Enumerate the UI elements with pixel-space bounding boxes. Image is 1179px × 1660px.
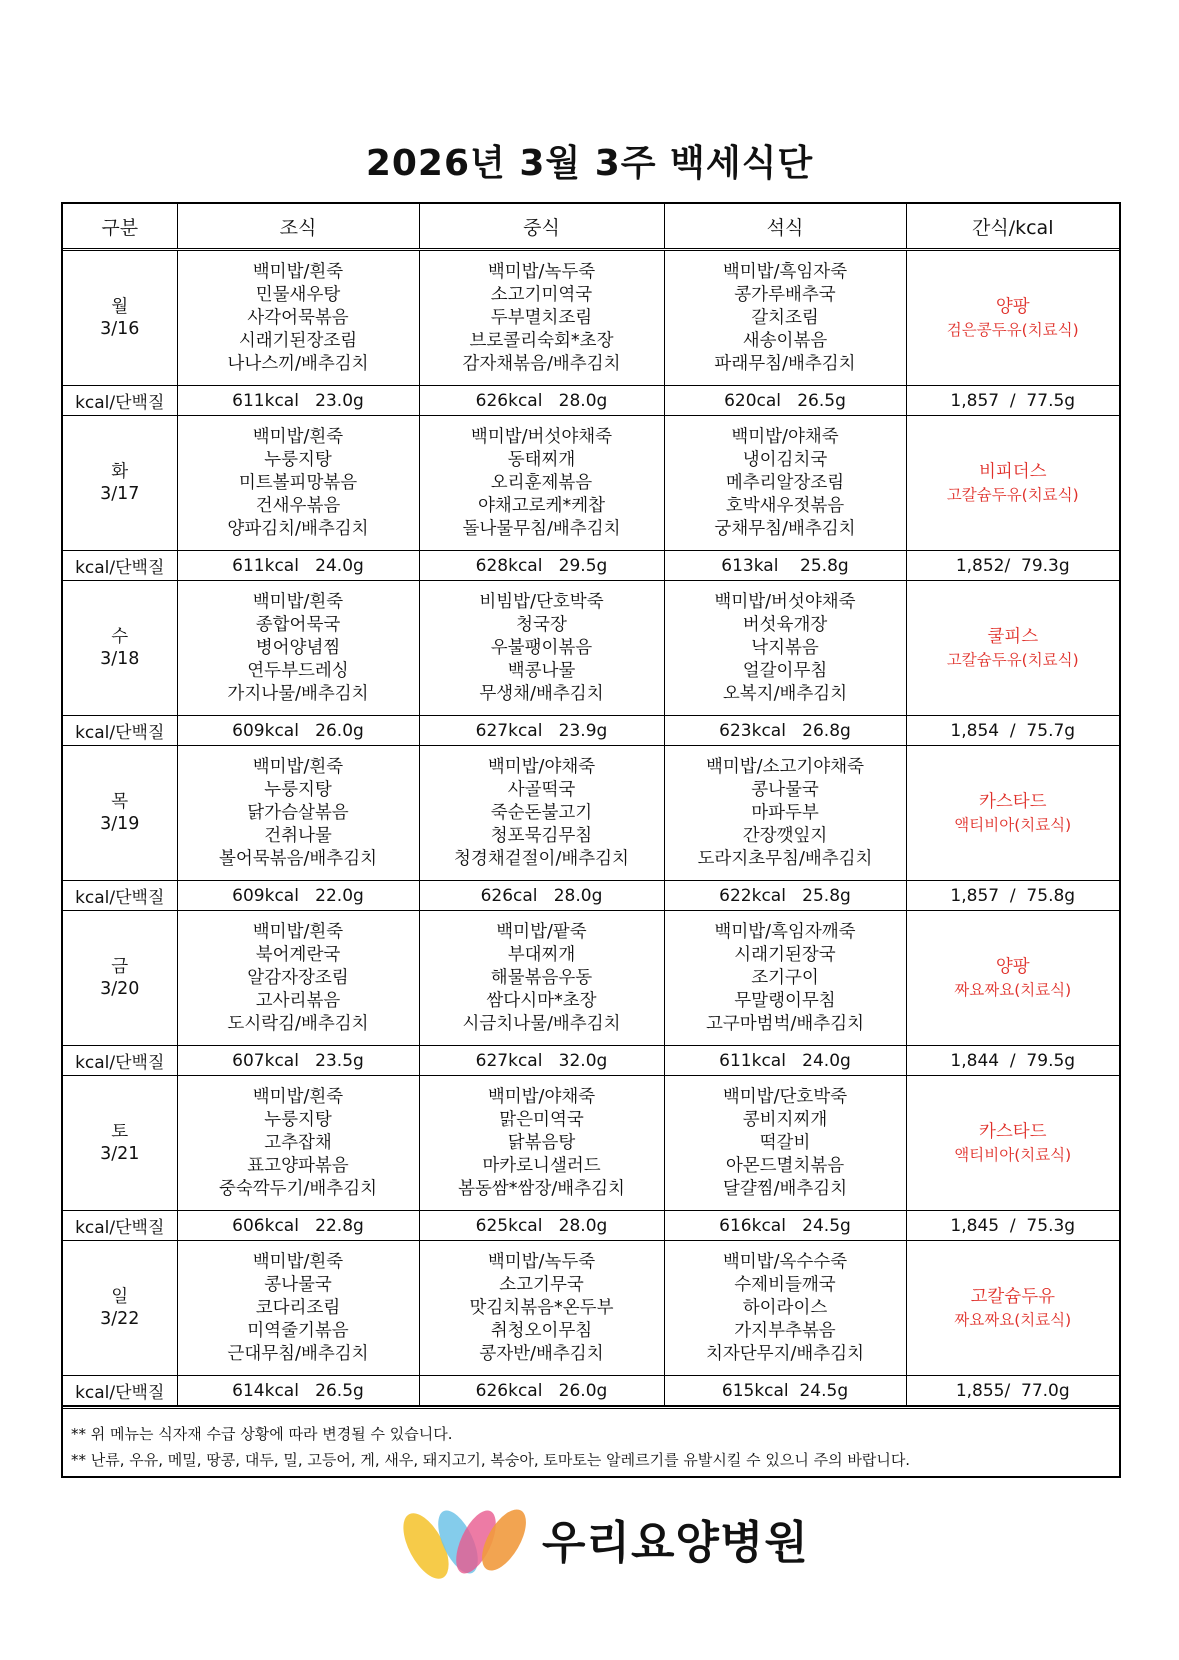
menu-item: 돌나물무침/배추김치 [462,518,621,539]
menu-table-frame [61,202,1121,1478]
menu-item: 닭볶음탕 [507,1132,576,1153]
menu-item: 민물새우탕 [255,284,341,305]
day-date: 3/19 [100,814,140,834]
breakfast-menu-cell [177,911,419,1046]
menu-body [63,250,1119,1406]
menu-item: 콩나물국 [751,779,819,800]
snack-kcal-value: 1,854 / 75.7g [906,716,1119,746]
day-label: 일 [111,1287,129,1307]
kcal-protein-label: kcal/단백질 [63,1046,177,1076]
menu-item: 콩나물국 [264,1274,332,1295]
menu-item: 소고기무국 [499,1274,584,1295]
lunch-menu-cell [419,250,664,386]
kcal-row [63,386,1119,416]
menu-item: 버섯육개장 [742,614,828,635]
menu-item: 청경채겉절이/배추김치 [454,848,629,869]
therapeutic-snack-item: 짜요짜요(치료식) [954,1311,1072,1329]
menu-item: 북어계란국 [255,944,341,965]
lunch-kcal-value: 627kcal 23.9g [419,716,664,746]
day-label: 금 [111,957,129,977]
snack-cell [906,416,1119,551]
menu-item: 누룽지탕 [264,449,332,470]
menu-item: 청국장 [516,614,567,635]
header-lunch: 중식 [419,204,664,250]
menu-item: 호박새우젓볶음 [725,495,845,516]
menu-item: 야채고로케*케찹 [477,495,606,516]
menu-item: 백미밥/흰죽 [252,591,344,612]
menu-item: 고구마범벅/배추김치 [705,1013,865,1034]
kcal-protein-label: kcal/단백질 [63,1211,177,1241]
header-dinner: 석식 [664,204,906,250]
day-date: 3/17 [100,484,140,504]
menu-item: 백미밥/버섯야채죽 [470,426,613,447]
snack-cell [906,911,1119,1046]
menu-item: 콩비지찌개 [742,1109,828,1130]
dinner-menu-cell [664,581,906,716]
snack-kcal-value: 1,845 / 75.3g [906,1211,1119,1241]
snack-kcal-value: 1,857 / 77.5g [906,386,1119,416]
lunch-menu-cell [419,746,664,881]
menu-item: 백미밥/단호박죽 [722,1086,848,1107]
menu-item: 감자채볶음/배추김치 [462,353,621,374]
lunch-kcal-value: 626kcal 26.0g [419,1376,664,1406]
day-label: 목 [111,792,129,812]
menu-item: 백미밥/흰죽 [252,1086,344,1107]
breakfast-kcal-value: 607kcal 23.5g [177,1046,419,1076]
menu-item: 백미밥/흰죽 [252,756,344,777]
menu-item: 백미밥/흰죽 [252,261,344,282]
lunch-menu-cell [419,581,664,716]
snack-item: 비피더스 [978,462,1047,482]
menu-item: 두부멸치조림 [490,307,593,328]
dinner-menu-cell [664,911,906,1046]
menu-item: 오리훈제볶음 [490,472,593,493]
menu-item: 얼갈이무침 [742,660,828,681]
breakfast-kcal-value: 606kcal 22.8g [177,1211,419,1241]
day-cell [63,1241,177,1376]
day-date: 3/22 [100,1309,140,1329]
hospital-logo [400,1494,809,1584]
snack-kcal-value: 1,857 / 75.8g [906,881,1119,911]
menu-item: 근대무침/배추김치 [227,1343,369,1364]
therapeutic-snack-item: 액티비아(치료식) [954,1146,1072,1164]
menu-item: 미역줄기볶음 [247,1320,349,1341]
menu-item: 백미밥/흑임자깨죽 [714,921,856,942]
kcal-protein-label: kcal/단백질 [63,551,177,581]
breakfast-kcal-value: 614kcal 26.5g [177,1376,419,1406]
menu-item: 맛김치볶음*온두부 [469,1297,614,1318]
menu-item: 파래무침/배추김치 [714,353,856,374]
menu-item: 백미밥/녹두죽 [487,1251,596,1272]
kcal-row [63,1046,1119,1076]
menu-item: 우불팽이볶음 [490,637,593,658]
menu-item: 아몬드멸치볶음 [725,1155,845,1176]
therapeutic-snack-item: 짜요짜요(치료식) [954,981,1072,999]
menu-item: 백미밥/녹두죽 [487,261,596,282]
menu-item: 사각어묵볶음 [247,307,349,328]
breakfast-kcal-value: 609kcal 22.0g [177,881,419,911]
lunch-kcal-value: 626kcal 28.0g [419,386,664,416]
breakfast-menu-cell [177,1241,419,1376]
menu-item: 백미밥/흑임자죽 [722,261,848,282]
menu-item: 마파두부 [751,802,819,823]
menu-item: 백콩나물 [507,660,576,681]
snack-kcal-value: 1,844 / 79.5g [906,1046,1119,1076]
menu-item: 무말랭이무침 [734,990,836,1011]
menu-item: 비빔밥/단호박죽 [479,591,604,612]
menu-item: 백미밥/팥죽 [496,921,587,942]
day-row [63,581,1119,716]
header-row [63,204,1119,250]
day-date: 3/20 [100,979,140,999]
menu-item: 누룽지탕 [264,1109,332,1130]
therapeutic-snack-item: 검은콩두유(치료식) [946,321,1079,339]
kcal-row [63,551,1119,581]
menu-item: 코다리조림 [255,1297,341,1318]
dinner-menu-cell [664,1241,906,1376]
menu-item: 도시락김/배추김치 [227,1013,369,1034]
page-title: 2026년 3월 3주 백세식단 [365,143,814,184]
menu-item: 양파김치/배추김치 [227,518,369,539]
notes [63,1406,1119,1478]
menu-item: 달걀찜/배추김치 [722,1178,848,1199]
day-date: 3/18 [100,649,140,669]
menu-item: 죽순돈불고기 [490,802,593,823]
dinner-menu-cell [664,1076,906,1211]
menu-item: 미트볼피망볶음 [238,472,358,493]
menu-item: 취청오이무침 [490,1320,593,1341]
breakfast-menu-cell [177,1076,419,1211]
menu-item: 냉이김치국 [742,449,828,470]
menu-item: 가지부추볶음 [734,1320,836,1341]
snack-item: 카스타드 [978,792,1047,812]
menu-item: 수제비들깨국 [734,1274,836,1295]
snack-item: 양팡 [995,297,1030,317]
menu-item: 백미밥/야채죽 [487,1086,596,1107]
breakfast-menu-cell [177,250,419,386]
therapeutic-snack-item: 고칼슘두유(치료식) [946,486,1079,504]
menu-item: 고사리볶음 [255,990,341,1011]
day-row [63,416,1119,551]
dinner-kcal-value: 615kcal 24.5g [664,1376,906,1406]
menu-item: 백미밥/흰죽 [252,921,344,942]
menu-item: 조기구이 [751,967,819,988]
lunch-menu-cell [419,1241,664,1376]
dinner-kcal-value: 611kcal 24.0g [664,1046,906,1076]
breakfast-kcal-value: 611kcal 24.0g [177,551,419,581]
menu-item: 봄동쌈*쌈장/배추김치 [458,1178,625,1199]
menu-item: 중숙깍두기/배추김치 [218,1178,378,1199]
menu-item: 백미밥/야채죽 [487,756,596,777]
breakfast-menu-cell [177,581,419,716]
lunch-menu-cell [419,416,664,551]
note-allergy: ** 난류, 우유, 메밀, 땅콩, 대두, 밀, 고등어, 게, 새우, 돼지고기, 복숭아, 토마토는 알레르기를 유발시킬 수 있으니 주의 바랍니다. [71,1451,911,1469]
menu-item: 부대찌개 [507,944,576,965]
menu-item: 하이라이스 [742,1297,828,1318]
menu-item: 건취나물 [264,825,332,846]
menu-item: 닭가슴살볶음 [247,802,349,823]
kcal-protein-label: kcal/단백질 [63,386,177,416]
lunch-kcal-value: 627kcal 32.0g [419,1046,664,1076]
snack-item: 카스타드 [978,1122,1047,1142]
day-row [63,1076,1119,1211]
day-label: 화 [111,462,129,482]
kcal-row [63,1211,1119,1241]
breakfast-menu-cell [177,416,419,551]
kcal-protein-label: kcal/단백질 [63,716,177,746]
lunch-kcal-value: 625kcal 28.0g [419,1211,664,1241]
dinner-menu-cell [664,416,906,551]
menu-item: 백미밥/흰죽 [252,426,344,447]
menu-item: 낙지볶음 [751,637,819,658]
menu-item: 백미밥/소고기야채죽 [705,756,865,777]
menu-item: 오복지/배추김치 [722,683,848,704]
menu-item: 백미밥/흰죽 [252,1251,344,1272]
snack-cell [906,1241,1119,1376]
day-row [63,1241,1119,1376]
snack-item: 쿨피스 [987,627,1039,647]
breakfast-kcal-value: 609kcal 26.0g [177,716,419,746]
snack-item: 양팡 [995,957,1030,977]
menu-item: 소고기미역국 [490,284,593,305]
dinner-menu-cell [664,250,906,386]
day-date: 3/16 [100,319,140,339]
logo-text: 우리요양병원 [542,1516,809,1569]
day-label: 수 [111,627,129,647]
therapeutic-snack-item: 고칼슘두유(치료식) [946,651,1079,669]
day-cell [63,250,177,386]
header-snack: 간식/kcal [906,204,1119,250]
menu-item: 해물볶음우동 [490,967,593,988]
header-breakfast: 조식 [177,204,419,250]
menu-item: 떡갈비 [759,1132,811,1153]
dinner-kcal-value: 620cal 26.5g [664,386,906,416]
lunch-kcal-value: 628kcal 29.5g [419,551,664,581]
therapeutic-snack-item: 액티비아(치료식) [954,816,1072,834]
day-label: 월 [111,297,129,317]
header-category: 구분 [63,204,177,250]
menu-item: 콩자반/배추김치 [479,1343,604,1364]
day-date: 3/21 [100,1144,140,1164]
menu-item: 쌈다시마*초장 [486,990,597,1011]
kcal-row [63,716,1119,746]
menu-item: 시래기된장조림 [238,330,358,351]
day-cell [63,416,177,551]
snack-cell [906,581,1119,716]
menu-item: 맑은미역국 [499,1109,584,1130]
menu-item: 표고양파볶음 [247,1155,349,1176]
menu-item: 콩가루배추국 [734,284,836,305]
snack-kcal-value: 1,855/ 77.0g [906,1376,1119,1406]
kcal-protein-label: kcal/단백질 [63,1376,177,1406]
breakfast-menu-cell [177,746,419,881]
menu-item: 백미밥/옥수수죽 [722,1251,848,1272]
snack-item: 고칼슘두유 [970,1287,1056,1307]
day-row [63,746,1119,881]
dinner-kcal-value: 622kcal 25.8g [664,881,906,911]
weekly-menu-table [63,204,1119,1406]
menu-item: 궁채무침/배추김치 [714,518,856,539]
dinner-kcal-value: 623kcal 26.8g [664,716,906,746]
menu-item: 백미밥/버섯야채죽 [714,591,856,612]
menu-item: 동태찌개 [507,449,576,470]
note-change: ** 위 메뉴는 식자재 수급 상황에 따라 변경될 수 있습니다. [71,1425,453,1443]
menu-item: 마카로니샐러드 [482,1155,601,1176]
menu-item: 갈치조림 [751,307,819,328]
kcal-protein-label: kcal/단백질 [63,881,177,911]
menu-item: 치자단무지/배추김치 [705,1343,865,1364]
logo-mark-icon [400,1494,540,1584]
menu-item: 도라지초무침/배추김치 [697,848,873,869]
day-cell [63,581,177,716]
menu-item: 브로콜리숙회*초장 [469,330,614,351]
menu-item: 연두부드레싱 [247,660,349,681]
day-cell [63,746,177,881]
menu-item: 사골떡국 [507,779,576,800]
menu-item: 종합어묵국 [255,614,341,635]
menu-item: 백미밥/야채죽 [731,426,839,447]
menu-item: 가지나물/배추김치 [227,683,369,704]
day-label: 토 [111,1122,129,1142]
snack-cell [906,1076,1119,1211]
snack-kcal-value: 1,852/ 79.3g [906,551,1119,581]
lunch-kcal-value: 626cal 28.0g [419,881,664,911]
menu-item: 청포묵김무침 [490,825,593,846]
day-cell [63,911,177,1046]
menu-item: 메추리알장조림 [725,472,845,493]
snack-cell [906,250,1119,386]
kcal-row [63,881,1119,911]
menu-item: 병어양념찜 [255,637,341,658]
menu-item: 무생채/배추김치 [479,683,604,704]
snack-cell [906,746,1119,881]
kcal-row [63,1376,1119,1406]
menu-item: 건새우볶음 [255,495,341,516]
lunch-menu-cell [419,911,664,1046]
lunch-menu-cell [419,1076,664,1211]
menu-item: 볼어묵볶음/배추김치 [218,848,378,869]
day-cell [63,1076,177,1211]
dinner-kcal-value: 613kal 25.8g [664,551,906,581]
menu-item: 새송이볶음 [742,330,828,351]
breakfast-kcal-value: 611kcal 23.0g [177,386,419,416]
day-row [63,911,1119,1046]
day-row [63,250,1119,386]
menu-item: 알감자장조림 [247,967,349,988]
menu-item: 시금치나물/배추김치 [462,1013,621,1034]
dinner-kcal-value: 616kcal 24.5g [664,1211,906,1241]
menu-item: 고추잡채 [264,1132,332,1153]
menu-item: 간장깻잎지 [742,825,828,846]
menu-item: 시래기된장국 [734,944,836,965]
dinner-menu-cell [664,746,906,881]
menu-item: 누룽지탕 [264,779,332,800]
menu-item: 나나스끼/배추김치 [227,353,369,374]
